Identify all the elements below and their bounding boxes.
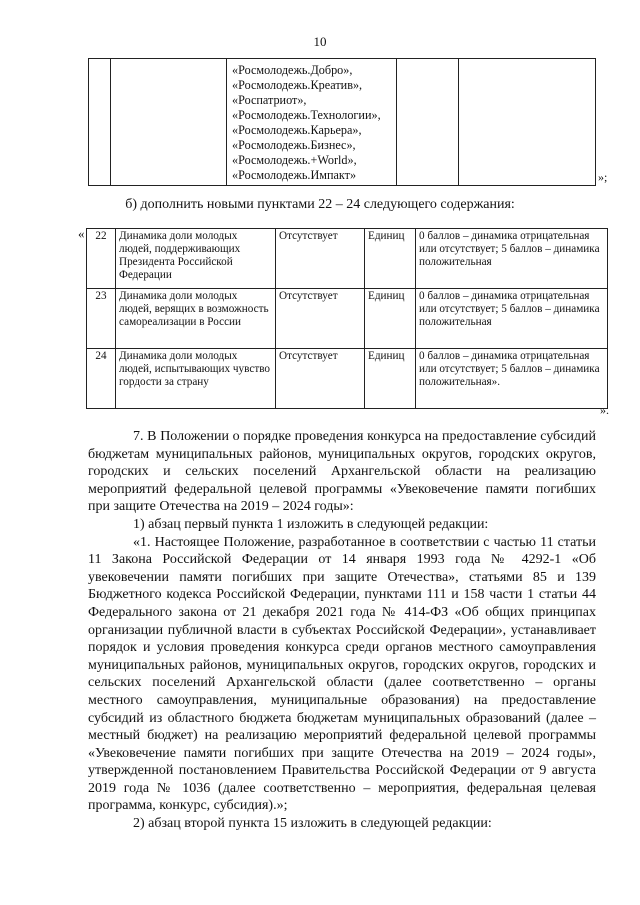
base-value: Отсутствует: [276, 349, 365, 409]
table-row: [87, 229, 608, 289]
base-value: Отсутствует: [276, 229, 365, 289]
document-body: [88, 428, 596, 833]
paragraph: «1. Настоящее Положение, разработанное в соответствии с частью 11 статьи 11 Закона Российской Федерации от 14 января 1993 года № 4292-1 «Об увековечении памяти погибших при защите Отечества», статьями 85 и 139 Бюджетного кодекса Российской Федерации, пунктами 111 и 158 части 1 статьи 44 Федерального закона от 21 декабря 2021 года № 414-ФЗ «Об общих принципах организации публичной власти в субъектах Российской Федерации», устанавливает порядок и условия проведения конкурса среди органов местного самоуправления муниципальных районов, муниципальных округов, городских округов, городских и сельских поселений Архангельской области (далее соответственно – органы местного самоуправления, муниципальные образования) на предоставление субсидий из областного бюджета бюджетам муниципальных образований (далее – местный бюджет) на реализацию мероприятий федеральной целевой программы «Увековечение памяти погибших при защите Отечества на 2019 – 2024 годы», утвержденной постановлением Правительства Российской Федерации от 9 августа 2019 года № 1036 (далее соответственно – мероприятия, федеральная целевая программа, конкурс, субсидия).»;: [88, 534, 596, 814]
criteria: 0 баллов – динамика отрицательная или отсутствует; 5 баллов – динамика положительная: [416, 229, 608, 289]
paragraph: 2) абзац второй пункта 15 изложить в следующей редакции:: [133, 816, 492, 832]
criteria: 0 баллов – динамика отрицательная или отсутствует; 5 баллов – динамика положительная: [416, 289, 608, 349]
program-item: «Росмолодежь.+World»,: [232, 153, 357, 167]
criteria: 0 баллов – динамика отрицательная или отсутствует; 5 баллов – динамика положительная».: [416, 349, 608, 409]
row-number: 22: [87, 229, 116, 289]
table-closing-mark: ».: [600, 403, 609, 417]
program-item: «Росмолодежь.Импакт»: [232, 168, 357, 182]
indicator-table: [86, 228, 608, 409]
row-number: 24: [87, 349, 116, 409]
table-fragment-top: [88, 58, 596, 186]
program-item: «Росмолодежь.Креатив»,: [232, 78, 363, 92]
table-row: [87, 349, 608, 409]
program-list: [232, 63, 381, 183]
row-number: 23: [87, 289, 116, 349]
table-row: [87, 289, 608, 349]
program-item: «Роспатриот»,: [232, 93, 307, 107]
program-item: «Росмолодежь.Добро»,: [232, 63, 353, 77]
paragraph: 7. В Положении о порядке проведения конкурса на предоставление субсидий бюджетам муниципальных районов, муниципальных округов, городских округов, городских и сельских поселений Архангельской области на реализацию мероприятий федеральной целевой программы «Увековечение памяти погибших при защите Отечества на 2019 – 2024 годы»:: [88, 429, 596, 515]
unit: Единиц: [365, 229, 416, 289]
paragraph: 1) абзац первый пункта 1 изложить в следующей редакции:: [133, 516, 489, 532]
subheading: б) дополнить новыми пунктами 22 – 24 следующего содержания:: [125, 197, 515, 212]
program-item: «Росмолодежь.Бизнес»,: [232, 138, 356, 152]
program-item: «Росмолодежь.Карьера»,: [232, 123, 362, 137]
indicator-name: Динамика доли молодых людей, верящих в возможность самореализации в России: [116, 289, 276, 349]
open-quote: «: [78, 226, 85, 241]
indicator-name: Динамика доли молодых людей, поддерживающих Президента Российской Федерации: [116, 229, 276, 289]
indicator-name: Динамика доли молодых людей, испытывающих чувство гордости за страну: [116, 349, 276, 409]
page-number: 10: [313, 34, 327, 49]
base-value: Отсутствует: [276, 289, 365, 349]
unit: Единиц: [365, 289, 416, 349]
table-closing-mark: »;: [598, 170, 608, 184]
unit: Единиц: [365, 349, 416, 409]
program-item: «Росмолодежь.Технологии»,: [232, 108, 381, 122]
